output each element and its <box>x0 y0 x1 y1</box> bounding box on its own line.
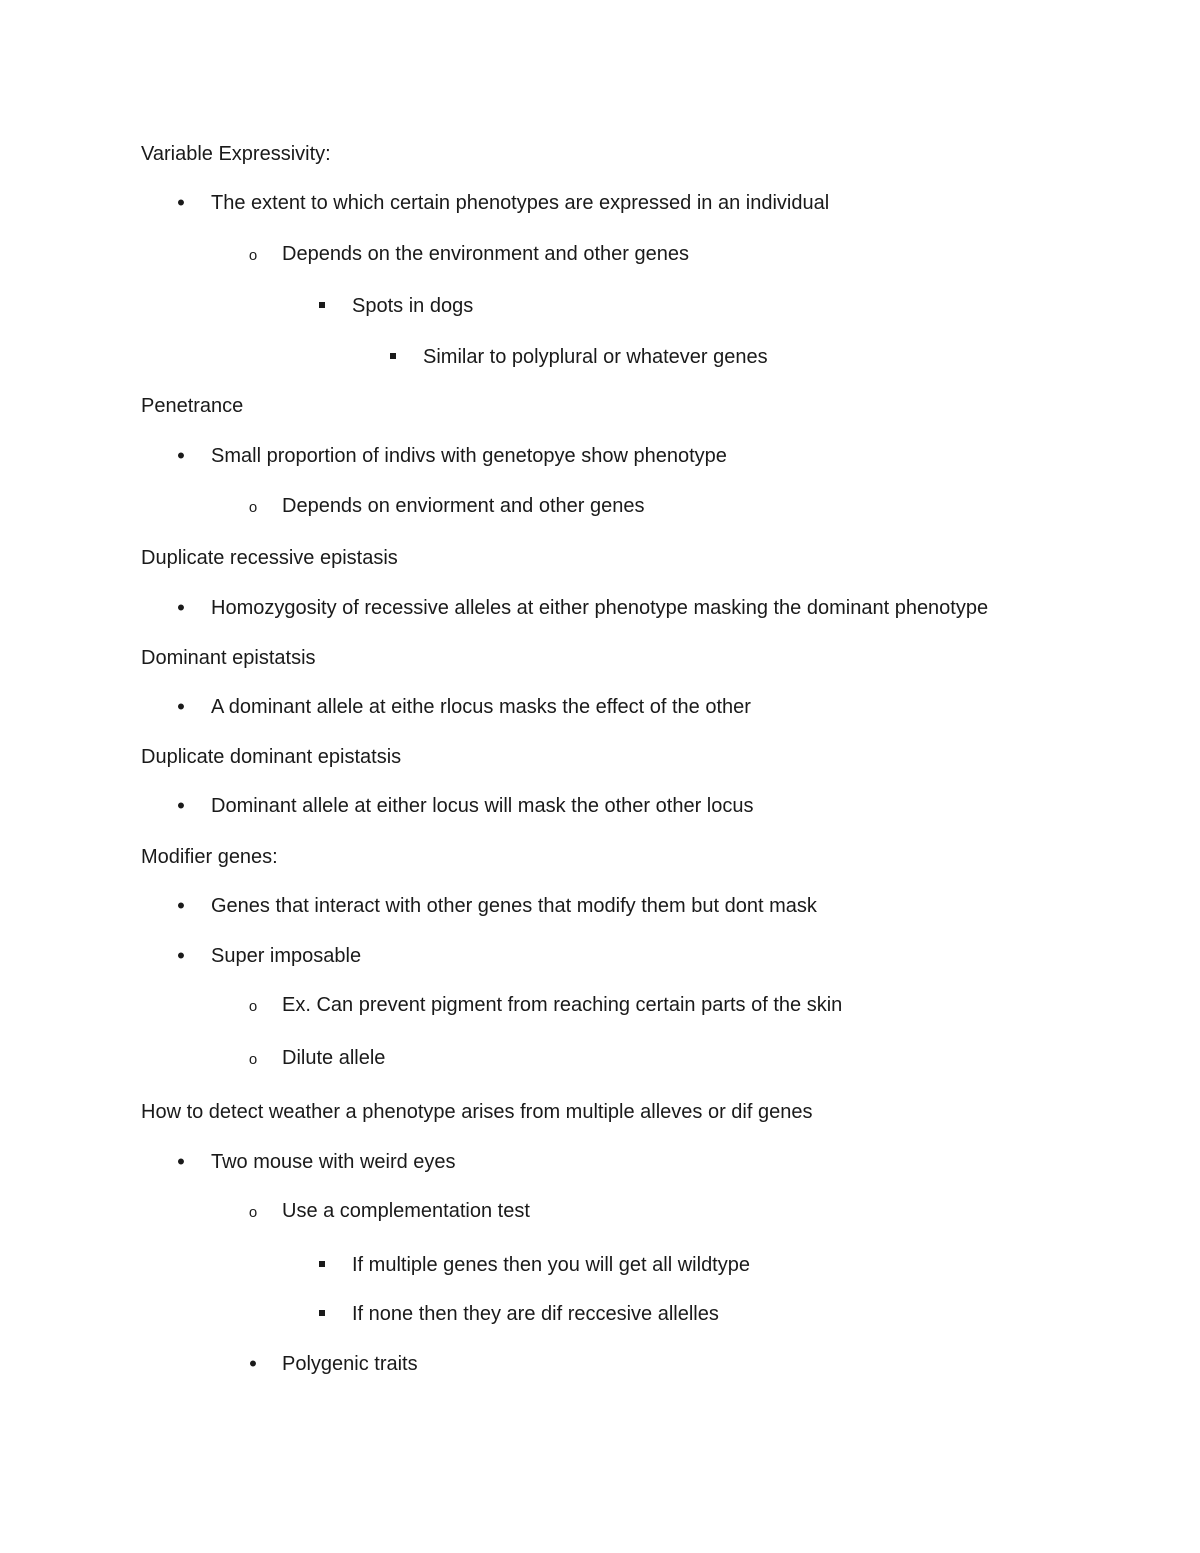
list-item-text: Polygenic traits <box>282 1353 418 1375</box>
circle-list-marker <box>243 1046 263 1072</box>
list-item-text: Super imposable <box>211 945 362 967</box>
circle-list-marker <box>243 242 263 268</box>
list-item-text: Ex. Can prevent pigment from reaching certain parts of the skin <box>282 994 843 1016</box>
list-item-text: Two mouse with weird eyes <box>211 1151 456 1173</box>
list-item-text: Similar to polyplural or whatever genes <box>423 346 768 368</box>
square-list-marker <box>383 345 403 369</box>
bullet-list-marker <box>171 596 191 621</box>
list-item-text: Homozygosity of recessive alleles at either phenotype masking the dominant phenotype <box>211 597 989 619</box>
list-item-text: If multiple genes then you will get all wildtype <box>352 1254 750 1276</box>
list-item-text: Genes that interact with other genes that modify them but dont mask <box>211 895 817 917</box>
list-item-text: Dilute allele <box>282 1047 386 1069</box>
section-heading: Duplicate recessive epistasis <box>141 547 398 569</box>
square-list-marker <box>312 1302 332 1326</box>
bullet-list-marker <box>171 695 191 720</box>
section-heading: Modifier genes: <box>141 846 278 868</box>
circle-list-marker <box>243 1199 263 1225</box>
square-list-marker <box>312 294 332 318</box>
circle-list-marker <box>243 993 263 1019</box>
list-item-text: A dominant allele at eithe rlocus masks the effect of the other <box>211 696 751 718</box>
bullet-list-marker <box>171 191 191 216</box>
list-item-text: The extent to which certain phenotypes are expressed in an individual <box>211 192 830 214</box>
bullet-list-marker <box>171 1150 191 1175</box>
list-item-text: Spots in dogs <box>352 295 474 317</box>
list-item-text: If none then they are dif reccesive allelles <box>352 1303 719 1325</box>
section-heading: Variable Expressivity: <box>141 143 331 165</box>
bullet-list-marker <box>243 1352 263 1377</box>
section-heading: How to detect weather a phenotype arises from multiple alleves or dif genes <box>141 1101 813 1123</box>
bullet-list-marker <box>171 444 191 469</box>
circle-list-marker <box>243 494 263 520</box>
list-item-text: Use a complementation test <box>282 1200 530 1222</box>
list-item-text: Depends on the environment and other genes <box>282 243 689 265</box>
section-heading: Dominant epistatsis <box>141 647 316 669</box>
section-heading: Duplicate dominant epistatsis <box>141 746 402 768</box>
section-heading: Penetrance <box>141 395 244 417</box>
bullet-list-marker <box>171 894 191 919</box>
list-item-text: Depends on enviorment and other genes <box>282 495 645 517</box>
bullet-list-marker <box>171 944 191 969</box>
list-item-text: Small proportion of indivs with genetopye show phenotype <box>211 445 727 467</box>
bullet-list-marker <box>171 794 191 819</box>
list-item-text: Dominant allele at either locus will mask the other other locus <box>211 795 754 817</box>
square-list-marker <box>312 1253 332 1277</box>
